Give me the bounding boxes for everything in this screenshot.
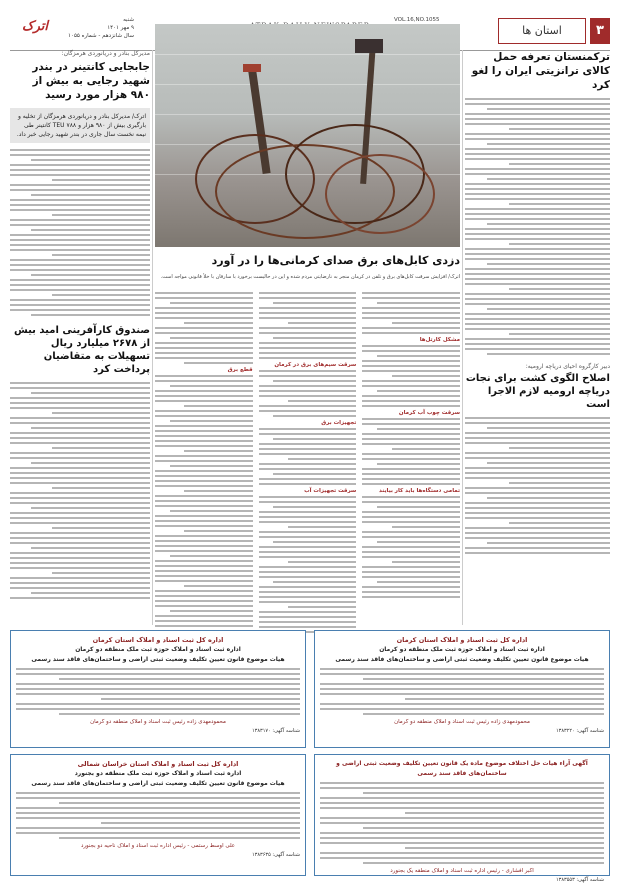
text-column bbox=[259, 292, 357, 622]
notice-title: اداره کل ثبت اسناد و املاک استان کرمان bbox=[396, 636, 528, 644]
sub-head: سرقت چوب آب کرمان bbox=[398, 410, 461, 416]
date-fa: ۹ مهر ۱۴۰۱ bbox=[107, 25, 134, 31]
urmia-kicker: دبیر کارگروه احیای دریاچه ارومیه: bbox=[525, 363, 610, 370]
paper-logo: اترک bbox=[21, 19, 49, 34]
article-body bbox=[10, 149, 150, 316]
left-column bbox=[10, 50, 150, 625]
notice-subtitle: اداره ثبت اسناد و املاک حوزه ثبت ملک منطقه دو بجنورد bbox=[74, 770, 242, 777]
legal-notices bbox=[10, 630, 610, 883]
legal-notice[interactable] bbox=[10, 754, 306, 876]
sub-head: تجهیزات برق bbox=[321, 420, 357, 426]
photo-caption: اترک/ افزایش سرقت کابل‌های برق و تلفن در کرمان منجر به نارضایتی مردم شده و این در حالیست برخورد با سارقان با خلأ قانونی مواجه است. bbox=[160, 274, 460, 280]
sub-head: قطع برق bbox=[227, 367, 253, 373]
weekday: شنبه bbox=[123, 17, 134, 23]
notice-id: شناسه آگهی: ۱۳۸۳۱۷۰ bbox=[251, 728, 300, 734]
notice-subtitle: هیات موضوع قانون تعیین تکلیف وضعیت ثبتی اراضی و ساختمان‌های فاقد سند رسمی bbox=[335, 656, 589, 663]
notice-signature: علی اوسط رستمی - رئیس اداره ثبت اسناد و املاک ناحیه دو بجنورد bbox=[80, 843, 236, 849]
sub-head: سرقت تجهیزات آب bbox=[304, 488, 357, 494]
notice-subtitle: هیات موضوع قانون تعیین تکلیف وضعیت ثبتی اراضی و ساختمان‌های فاقد سند رسمی bbox=[31, 656, 285, 663]
notice-subtitle: اداره ثبت اسناد و املاک حوزه ثبت ملک منطقه دو کرمان bbox=[75, 646, 241, 653]
page-number: ۳ bbox=[590, 18, 610, 44]
lead-box: اترک/ مدیرکل بنادر و دریانوردی هرمزگان از تخلیه و بارگیری بیش از ۹۸۰ هزار و ۷۸۸ TEU کانتینر طی نیمه نخست سال جاری در بندر شهید رجایی خبر داد. bbox=[10, 108, 150, 143]
notice-body bbox=[320, 782, 604, 864]
notice-id: شناسه آگهی: ۱۳۸۳۶۳۵ bbox=[251, 852, 300, 858]
sub-head: سرقت سیم‌های برق در کرمان bbox=[274, 362, 357, 368]
notice-id: شناسه آگهی: ۱۳۸۳۵۵۳ bbox=[555, 877, 604, 883]
text-column bbox=[362, 292, 460, 622]
legal-notice[interactable] bbox=[314, 630, 610, 748]
notice-title: آگهی آراء هیات حل اختلاف موضوع ماده یک قانون تعیین تکلیف وضعیت ثبتی اراضی و ساختمان‌های فاقد سند رسمی bbox=[336, 760, 588, 777]
center-column bbox=[155, 24, 460, 625]
notice-signature: اکبر افشاری - رئیس اداره ثبت اسناد و املاک منطقه یک بجنورد bbox=[390, 868, 534, 874]
legal-notice[interactable] bbox=[10, 630, 306, 748]
volume-number: VOL.16,NO.1055 bbox=[394, 17, 440, 23]
headline-turkmenistan[interactable]: ترکمنستان تعرفه حمل کالای ترانزیتی ایران را لغو کرد bbox=[471, 51, 610, 91]
notice-body bbox=[320, 668, 604, 715]
notice-body bbox=[16, 792, 300, 839]
sub-head: مشکل کارتل‌ها bbox=[419, 337, 461, 343]
right-column bbox=[465, 50, 610, 625]
headline-omid-fund[interactable]: صندوق کارآفرینی امید بیش از ۲۶۷۸ میلیارد ریال تسهیلات به متقاضیان پرداخت کرد bbox=[13, 325, 150, 375]
column-divider bbox=[152, 50, 153, 625]
notice-signature: محمودمهدی زاده رئیس ثبت اسناد و املاک منطقه دو کرمان bbox=[90, 719, 226, 725]
notice-subtitle: هیات موضوع قانون تعیین تکلیف وضعیت ثبتی اراضی و ساختمان‌های فاقد سند رسمی bbox=[31, 780, 285, 787]
notice-signature: محمودمهدی زاده رئیس ثبت اسناد و املاک منطقه دو کرمان bbox=[394, 719, 530, 725]
sub-head: تمامی دستگاه‌ها باید کار بیایند bbox=[379, 488, 461, 494]
notice-title: اداره کل ثبت اسناد و املاک استان کرمان bbox=[92, 636, 224, 644]
port-kicker: مدیرکل بنادر و دریانوردی هرمزگان: bbox=[61, 50, 150, 57]
article-body bbox=[10, 382, 150, 599]
notice-title: اداره کل ثبت اسناد و املاک استان خراسان شمالی bbox=[77, 760, 239, 768]
date-block bbox=[62, 16, 134, 40]
cable-photo bbox=[155, 24, 460, 247]
legal-notice[interactable] bbox=[314, 754, 610, 883]
article-body bbox=[465, 98, 610, 355]
text-column bbox=[155, 292, 253, 622]
issue-meta: سال شانزدهم - شماره ۱۰۵۵ bbox=[68, 33, 134, 39]
headline-port[interactable]: جابجایی کانتینر در بندر شهید رجایی به بیش از ۹۸۰ هزار مورد رسید bbox=[32, 61, 150, 101]
section-label: استان ها bbox=[498, 18, 586, 44]
headline-urmia[interactable]: اصلاح الگوی کشت برای نجات دریاچه ارومیه لازم الاجرا است bbox=[465, 373, 610, 410]
main-headline[interactable]: دزدی کابل‌های برق صدای کرمانی‌ها را در آورد bbox=[211, 254, 460, 267]
main-article-body bbox=[155, 292, 460, 622]
notice-id: شناسه آگهی: ۱۳۸۳۲۲۰ bbox=[555, 728, 604, 734]
article-body bbox=[465, 417, 610, 554]
notice-subtitle: اداره ثبت اسناد و املاک حوزه ثبت ملک منطقه دو کرمان bbox=[379, 646, 545, 653]
notice-body bbox=[16, 668, 300, 715]
column-divider bbox=[462, 50, 463, 625]
